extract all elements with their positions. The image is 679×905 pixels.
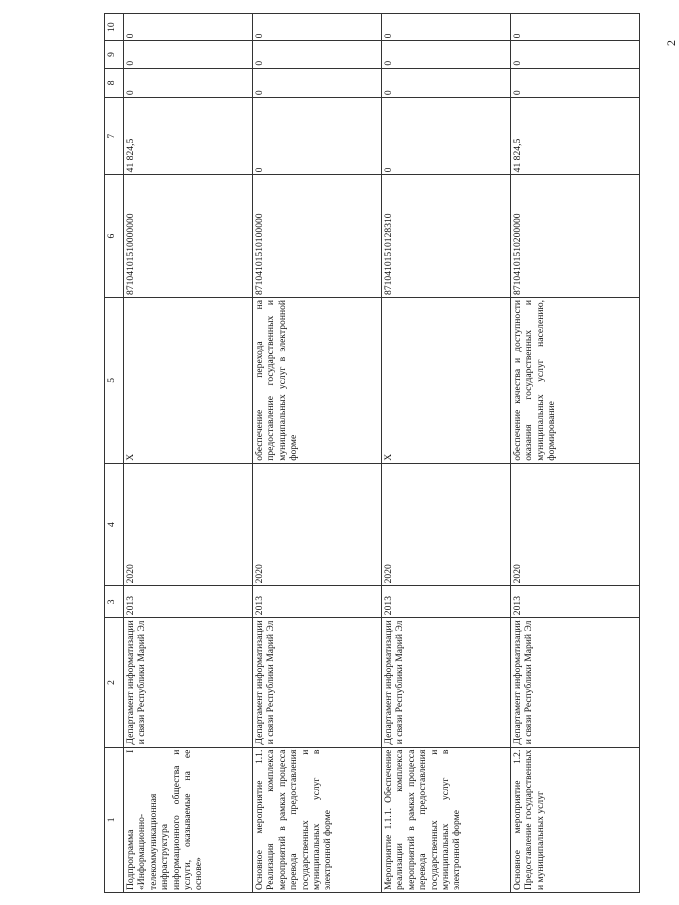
row-value-8: 0 <box>511 68 640 98</box>
row-start: 2013 <box>124 586 253 618</box>
row-code: 87104101510000000 <box>124 175 253 298</box>
row-result: X <box>124 297 253 463</box>
rotated-page <box>104 0 640 905</box>
row-result: обеспечение качества и доступности оказания государственных и муниципальных услуг населению, формирование <box>511 297 640 463</box>
col-header: 7 <box>105 98 124 175</box>
row-value-9: 0 <box>124 41 253 68</box>
row-name: Основное мероприятие 1.1. Реализация комплекса мероприятий в рамках процесса перевода предоставления государственных и муниципальных услуг в электронной форме <box>253 747 382 892</box>
row-value-8: 0 <box>253 68 382 98</box>
table-row <box>253 14 382 893</box>
table-row <box>124 14 253 893</box>
row-value-9: 0 <box>253 41 382 68</box>
row-name: Основное мероприятие 1.2. Предоставление государственных и муниципальных услуг <box>511 747 640 892</box>
col-header: 10 <box>105 14 124 41</box>
row-executor: Департамент информатизации и связи Республики Марий Эл <box>511 618 640 747</box>
row-value-9: 0 <box>511 41 640 68</box>
row-value-10: 0 <box>382 14 511 41</box>
row-result: X <box>382 297 511 463</box>
row-value-7: 0 <box>253 98 382 175</box>
page-number: 2 <box>664 40 678 46</box>
row-executor: Департамент информатизации и связи Республики Марий Эл <box>253 618 382 747</box>
row-end: 2020 <box>511 463 640 586</box>
row-value-9: 0 <box>382 41 511 68</box>
row-end: 2020 <box>382 463 511 586</box>
row-start: 2013 <box>253 586 382 618</box>
row-start: 2013 <box>382 586 511 618</box>
col-header: 4 <box>105 463 124 586</box>
col-header: 3 <box>105 586 124 618</box>
row-start: 2013 <box>511 586 640 618</box>
row-value-8: 0 <box>382 68 511 98</box>
row-executor: Департамент информатизации и связи Республики Марий Эл <box>124 618 253 747</box>
row-code: 87104101510200000 <box>511 175 640 298</box>
col-header: 9 <box>105 41 124 68</box>
row-value-10: 0 <box>253 14 382 41</box>
row-result: обеспечение перехода на предоставление государственных и муниципальных услуг в электронной форме <box>253 297 382 463</box>
header-row <box>105 14 124 893</box>
col-header: 8 <box>105 68 124 98</box>
row-value-8: 0 <box>124 68 253 98</box>
row-value-10: 0 <box>124 14 253 41</box>
row-name: Мероприятие 1.1.1. Обеспечение реализации комплекса мероприятий в рамках процесса перевода предоставления государственных и муниципальных услуг в электронной форме <box>382 747 511 892</box>
row-value-10: 0 <box>511 14 640 41</box>
table-row <box>382 14 511 893</box>
row-value-7: 0 <box>382 98 511 175</box>
row-code: 87104101510100000 <box>253 175 382 298</box>
row-executor: Департамент информатизации и связи Республики Марий Эл <box>382 618 511 747</box>
row-code: 87104101510128310 <box>382 175 511 298</box>
col-header: 5 <box>105 297 124 463</box>
program-table <box>104 13 640 893</box>
row-value-7: 41 824,5 <box>511 98 640 175</box>
row-end: 2020 <box>124 463 253 586</box>
col-header: 1 <box>105 747 124 892</box>
row-end: 2020 <box>253 463 382 586</box>
col-header: 2 <box>105 618 124 747</box>
col-header: 6 <box>105 175 124 298</box>
row-value-7: 41 824,5 <box>124 98 253 175</box>
row-name: Подпрограмма I «Информационно-телекоммуникационная инфраструктура информационного общества и услуги, оказываемые на ее основе» <box>124 747 253 892</box>
table-row <box>511 14 640 893</box>
